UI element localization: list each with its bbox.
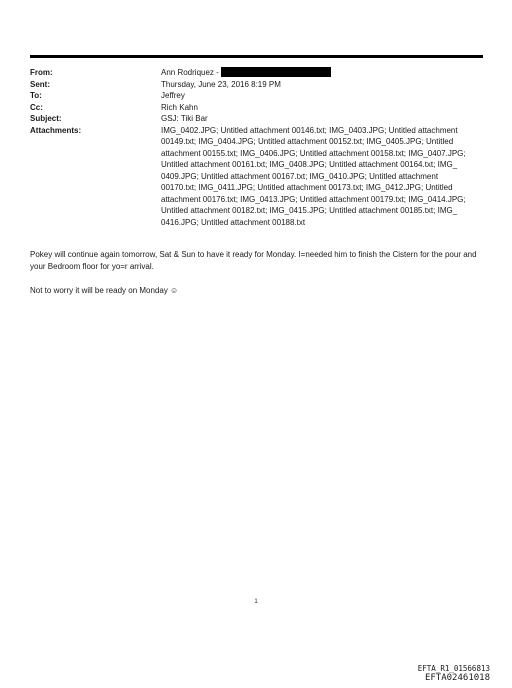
page-number: 1: [254, 599, 258, 605]
redaction-box: [221, 67, 331, 77]
attachments-line: attachment 00176.txt; IMG_0413.JPG; Untitled attachment 00179.txt; IMG_0414.JPG;: [161, 194, 466, 204]
attachments-label: Attachments:: [30, 125, 82, 135]
attachments-line: Untitled attachment 00161.txt; IMG_0408.JPG; Untitled attachment 00164.txt; IMG_: [161, 160, 458, 169]
attachments-row: [30, 125, 480, 229]
body-paragraph-1: Pokey will continue again tomorrow, Sat & Sun to have it ready for Monday. I=needed him to finish the Cistern for the pour and your Bedroom floor for yo=r arrival.: [30, 250, 477, 271]
attachments-list: [161, 125, 480, 229]
sent-value: Thursday, June 23, 2016 8:19 PM: [161, 79, 281, 89]
attachments-line: 0416.JPG; Untitled attachment 00188.txt: [161, 217, 306, 227]
to-row: [30, 90, 480, 102]
to-label: To:: [30, 91, 42, 100]
from-value: Ann Rodriquez -: [161, 68, 219, 77]
header-divider: [30, 55, 483, 58]
attachments-line: 00170.txt; IMG_0411.JPG; Untitled attachment 00173.txt; IMG_0412.JPG; Untitled: [161, 183, 453, 192]
to-value: Jeffrey: [161, 91, 185, 100]
sent-label: Sent:: [30, 79, 50, 89]
attachments-line: 00149.txt; IMG_0404.JPG; Untitled attachment 00152.txt; IMG_0405.JPG; Untitled: [161, 137, 454, 146]
sent-row: [30, 79, 480, 91]
cc-value: Rich Kahn: [161, 102, 198, 112]
subject-value: GSJ: Tiki Bar: [161, 114, 208, 123]
cc-label: Cc:: [30, 102, 43, 112]
bates-number-1: EFTA_R1_01566813: [417, 664, 490, 673]
email-header: [30, 67, 480, 228]
attachments-line: Untitled attachment 00182.txt; IMG_0415.JPG; Untitled attachment 00185.txt; IMG_: [161, 206, 458, 215]
from-value-wrap: [161, 67, 480, 79]
attachments-line: attachment 00155.txt; IMG_0406.JPG; Untitled attachment 00158.txt; IMG_0407.JPG;: [161, 148, 466, 158]
subject-label: Subject:: [30, 114, 62, 123]
body-paragraph-2: Not to worry it will be ready on Monday ☺: [30, 286, 179, 295]
attachments-line: IMG_0402.JPG; Untitled attachment 00146.txt; IMG_0403.JPG; Untitled attachment: [161, 125, 458, 135]
subject-row: [30, 113, 480, 125]
from-row: [30, 67, 480, 79]
cc-row: [30, 102, 480, 114]
attachments-line: 0409.JPG; Untitled attachment 00167.txt; IMG_0410.JPG; Untitled attachment: [161, 171, 439, 181]
bates-number-2: EFTA02461018: [424, 673, 490, 683]
from-label: From:: [30, 68, 53, 77]
